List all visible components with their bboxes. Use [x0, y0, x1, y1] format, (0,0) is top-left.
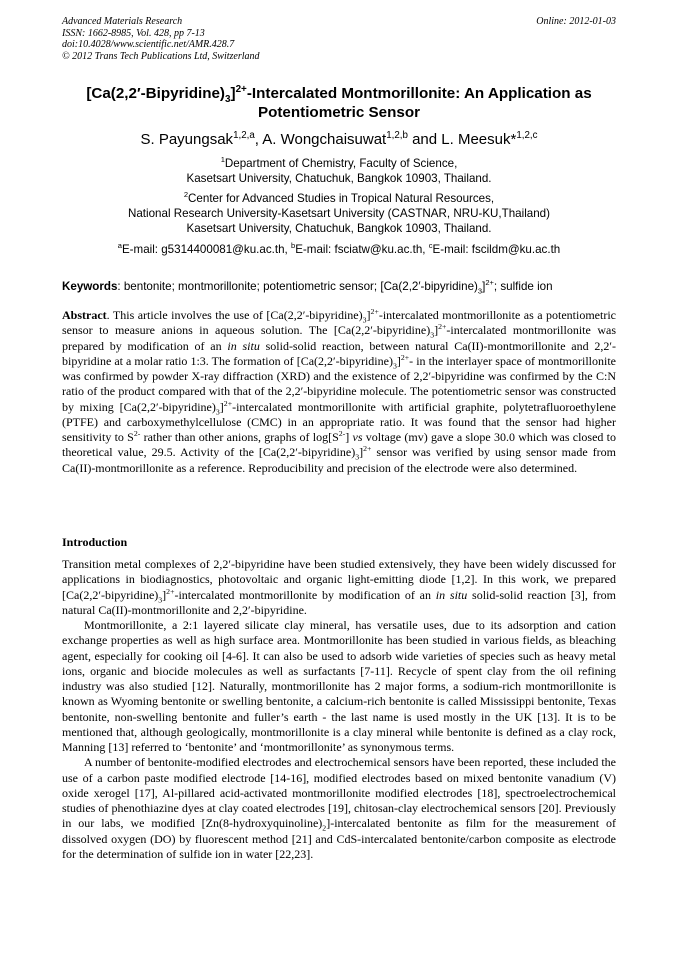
introduction-body — [62, 557, 616, 862]
copyright-line: © 2012 Trans Tech Publications Ltd, Switzerland — [62, 50, 260, 62]
section-heading-introduction: Introduction — [62, 535, 128, 549]
online-date: Online: 2012-01-03 — [536, 16, 616, 27]
paragraph: Transition metal complexes of 2,2′-bipyridine have been studied extensively, they have been widely discussed for applications in biodiagnostics, photovoltaic and organic light-emitting diode [1,2]. In this work, we prepared $[Ca(2,2'-bipyridine)_3]^{2+}$-intercalated montmorillonite by modification of an in situ solid-solid reaction [3], from natural Ca(II)-montmorillonite and 2,2′-bipyridine. — [62, 557, 617, 617]
author-name: L. Meesuk* — [441, 131, 517, 148]
email-a: E-mail: g5314400081@ku.ac.th, — [121, 243, 291, 256]
author-name: A. Wongchaisuwat — [262, 131, 387, 148]
affiliation-2: $^2$Center for Advanced Studies in Tropical Natural Resources, National Research University-Kasetsart University (CASTNAR, NRU-KU,Thailand) Kasetsart University, Chatuchuk, Bangkok 10903, Thailand. — [127, 190, 550, 235]
abstract-label: Abstract — [62, 308, 107, 322]
author-emails: $^a$E-mail: g5314400081@ku.ac.th, $^b$E-mail: fsciatw@ku.ac.th, $^c$E-mail: fscildm@ku.ac.th — [117, 241, 561, 256]
author-name: S. Payungsak — [140, 131, 234, 148]
publication-header — [62, 16, 616, 62]
paper-title: $[Ca(2,2'-Bipyridine)_3]^{2+}$-Intercalated Montmorillonite: An Application as Potentiometric Sensor — [86, 83, 592, 121]
keywords: Keywords: bentonite; montmorillonite; potentiometric sensor; $[Ca(2,2'-bipyridine)_3]^{2+}$; sulfide ion — [62, 278, 553, 296]
paragraph: A number of bentonite-modified electrodes and electrochemical sensors have been reported, these included the use of a carbon paste modified electrode [14-16], modified electrodes based on mixed bentonite vanadium (V) oxide xerogel [17], Al-pillared acid-activated montmorillonite modified electrodes [18], spectroelectrochemical studies of phenothiazine dyes at clay coated electrodes [19], chitosan-clay electrochemical sensors [20]. Previously in our labs, we modified $[Zn(8-hydroxyquinoline)_2]$-intercalated bentonite as film for the measurement of dissolved oxygen (DO) by fluorescent method [21] and CdS-intercalated bentonite/carbon composite as electrode for the determination of sulfide ion in water [22,23]. — [62, 755, 616, 861]
issn-line: ISSN: 1662-8985, Vol. 428, pp 7-13 — [62, 27, 205, 39]
author-list: S. Payungsak$^{1,2,a}$, A. Wongchaisuwat$^{1,2,b}$ and L. Meesuk*$^{1,2,c}$ — [140, 130, 538, 148]
affiliation-1: $^1$Department of Chemistry, Faculty of Science, Kasetsart University, Chatuchuk, Bangkok 10903, Thailand. — [186, 155, 492, 185]
email-b: E-mail: fsciatw@ku.ac.th, — [295, 243, 429, 256]
abstract: Abstract. This article involves the use of $[Ca(2,2'-bipyridine)_3]^{2+}$-intercalated montmorillonite as a potentiometric sensor to measure anions in aqueous solution. The $[Ca(2,2'-bipyridine)_3]^{2+}$-intercalated montmorillonite was prepared by modification of an in situ solid-solid reaction, between natural Ca(II)-montmorillonite and 2,2′-bipyridine at a molar ratio 1:3. The formation of $[Ca(2,2'-bipyridine)_3]^{2+}-$ in the interlayer space of montmorillonite was confirmed by powder X-ray diffraction (XRD) and the existence of 2,2′-bipyridine was confirmed by the C:N ratio of the product compared with that of the 2,2′-bipyridine molecule. The potentiometric sensor was constructed by mixing $[Ca(2,2'-bipyridine)_3]^{2+}$-intercalated montmorillonite with artificial graphite, polytetrafluoroethylene (PTFE) and carboxymethylcellulose (CMC) in an appropriate ratio. It was found that the sensor had higher sensitivity to $S^{2-}$ rather than other anions, graphs of $\log[S^{2-}]$ vs voltage (mv) gave a slope 30.0 which was closed to theoretical value, 29.5. Activity of the $[Ca(2,2'-bipyridine)_3]^{2+}$ sensor was verified by using sensor made from Ca(II)-montmorillonite as a reference. Reproducibility and precision of the electrode were also determined. — [62, 307, 617, 475]
paragraph: Montmorillonite, a 2:1 layered silicate clay mineral, has versatile uses, due to its adsorption and cation exchange properties as well as high surface area. Montmorillonite has been studied in various fields, as bleaching agent, especially for cooking oil [4-6]. It can also be used to adsorb wide varieties of species such as heavy metal ions, organic and biocide molecules as well as surfactants [7-11]. Recycle of spent clay from the oil refining industry was also studied [12]. Naturally, montmorillonite has 2 major forms, a sodium-rich montmorillonite is known as Wyoming bentonite or swelling bentonite, a calcium-rich bentonite is called Mississippi bentonite, Texas bentonite, non-swelling bentonite and fuller’s earth - the last name is used mostly in the UK [13]. It is to be mentioned that, although geologically, montmorillonite is a clay mineral while bentonite is defined as a clay rock, Manning [13] referred to ‘bentonite’ and ‘montmorillonite’ as synonymous terms. — [62, 618, 616, 754]
doi-line: doi:10.4028/www.scientific.net/AMR.428.7 — [62, 39, 235, 50]
journal-name: Advanced Materials Research — [62, 16, 183, 27]
email-c: E-mail: fscildm@ku.ac.th — [432, 243, 561, 256]
